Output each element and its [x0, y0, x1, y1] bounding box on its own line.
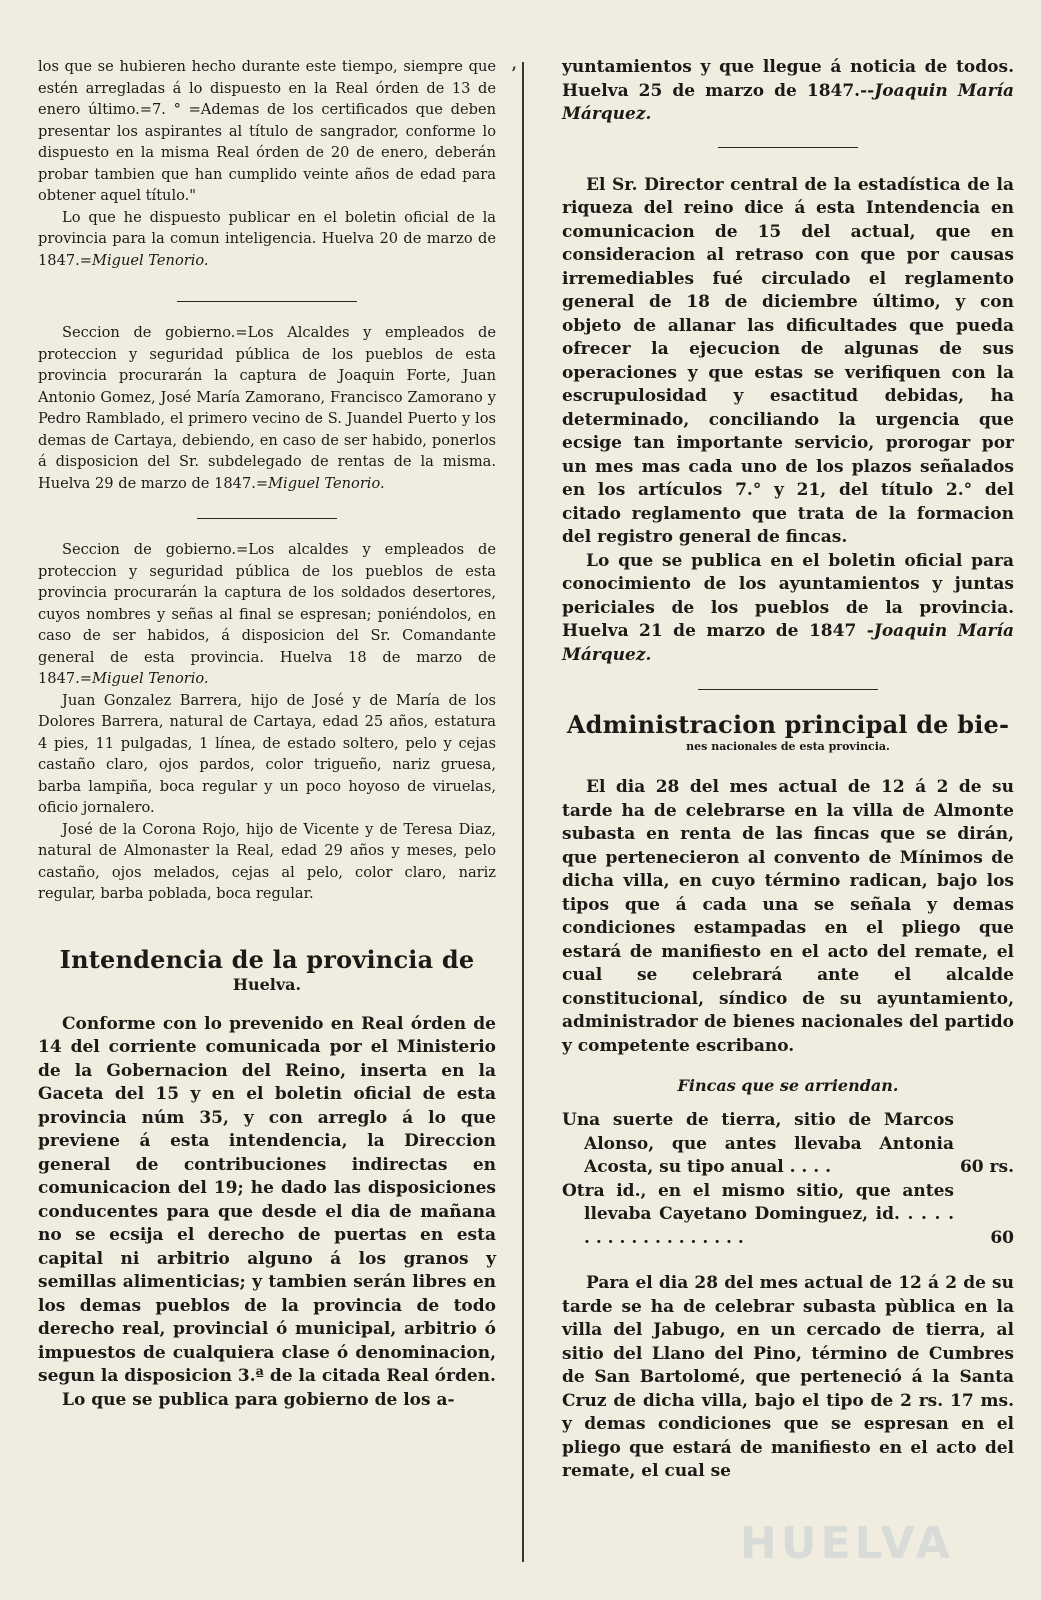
signature: Miguel Tenorio. — [268, 474, 385, 492]
desertores-notice — [38, 539, 496, 690]
column-mark: ʼ — [510, 62, 517, 86]
subasta-notice-almonte: El dia 28 del mes actual de 12 á 2 de su tarde ha de celebrarse en la villa de Almonte subasta en renta de las fincas que se dirán, que pertenecieron al convento de Mínimos de dicha villa, en cuyo término radican, bajo los tipos que á cada una se señala y demas condiciones estampadas en el pliego que estará de manifiesto en el acto del remate, el cual se celebrará ante el alcalde constitucional, síndico de su ayuntamiento, administrador de bienes nacionales del partido y competente escribano. — [562, 777, 1014, 1056]
sangrador-closing — [38, 207, 496, 272]
desertores-notice-text: Seccion de gobierno.=Los alcaldes y empleados de proteccion y seguridad pública de los pueblos de esta provincia procurarán la captura de los soldados desertores, cuyos nombres y señas al final se espresan; poniéndolos, en caso de ser habidos, á disposicion del Sr. Comandante general de esta provincia. Huelva 18 de marzo de 1847.= — [38, 541, 496, 687]
finca-item — [562, 1180, 1014, 1251]
fincas-title: Fincas que se arriendan. — [677, 1076, 899, 1095]
section-subheading: Huelva. — [232, 974, 302, 994]
estadistica-notice: El Sr. Director central de la estadística de la riqueza del reino dice á esta Intendencia en comunicacion de 15 del actual, que en consideracion al retraso con que por causas irremediables fué circulado el reglamento general de 18 de diciembre último, y con objeto de allanar las dificultades que pueda ofrecer la ejecucion de algunas de sus operaciones y que estas se verifiquen con la escrupulosidad y esactitud debidas, ha determinado, conciliando la urgencia que ecsige tan importante servicio, prorogar por un mes mas cada uno de los plazos señalados en los artículos 7.° y 21, del título 2.° del citado reglamento que trata de la formacion del registro general de fincas. — [562, 174, 1014, 547]
signature: Miguel Tenorio. — [92, 670, 209, 687]
finca-price: 60 — [990, 1227, 1014, 1248]
sangrador-closing-text: Lo que he dispuesto publicar en el boletin oficial de la provincia para la comun inteligencia. Huelva 20 de marzo de 1847.= — [38, 208, 496, 269]
library-watermark: HUELVA — [740, 1518, 954, 1569]
intendencia-closing: Lo que se publica para gobierno de los a- — [62, 1389, 455, 1410]
signature: Joaquin María Márquez. — [562, 621, 1014, 665]
estadistica-closing-text: Lo que se publica en el boletin oficial para conocimiento de los ayuntamientos y juntas periciales de los pueblos de la provincia. Huelva 21 de marzo de 1847 - — [562, 550, 1014, 641]
estadistica-closing — [562, 550, 1014, 668]
left-column — [38, 56, 496, 1412]
right-column — [562, 56, 1014, 1484]
section-heading: Intendencia de la provincia de — [59, 944, 475, 974]
subasta-notice-jabugo: Para el dia 28 del mes actual de 12 á 2 de su tarde se ha de celebrar subasta pùblica en la villa del Jabugo, en un cercado de tierra, al sitio del Llano del Pino, término de Cumbres de San Bartolomé, que perteneció á la Santa Cruz de dicha villa, bajo el tipo de 2 rs. 17 ms. y demas condiciones que se espresan en el pliego que estará de manifiesto en el acto del remate, el cual se — [562, 1273, 1014, 1481]
continuation-text-body: yuntamientos y que llegue á noticia de todos. Huelva 25 de marzo de 1847.-- — [562, 57, 1014, 101]
captura-notice-text: Seccion de gobierno.=Los Alcaldes y empleados de proteccion y seguridad pública de los pueblos de esta provincia procurarán la captura de Joaquin Forte, Juan Antonio Gomez, José María Zamorano, Francisco Zamorano y Pedro Ramblado, el primero vecino de S. Juandel Puerto y los demas de Cartaya, debiendo, en caso de ser habido, ponerlos á disposicion del Sr. subdelegado de rentas de la misma. Huelva 29 de marzo de 1847.= — [38, 324, 496, 492]
column-divider — [522, 62, 524, 1562]
signature: Miguel Tenorio. — [92, 251, 209, 269]
finca-item — [562, 1109, 1014, 1180]
captura-notice — [38, 322, 496, 494]
deserter-description-2: José de la Corona Rojo, hijo de Vicente y de Teresa Diaz, natural de Almonaster la Real, edad 29 años y meses, pelo castaño, ojos melados, cejas al pelo, color claro, nariz regular, barba poblada, boca regular. — [38, 820, 496, 902]
sangrador-text-end: los que se hubieren hecho durante este tiempo, siempre que estén arregladas á lo dispuesto en la Real órden de 13 de enero último.=7. ° =Ademas de los certificados que deben presentar los aspirantes al título de sangrador, conforme lo dispuesto en la misma Real órden de 20 de enero, deberán probar tambien que han cumplido veinte años de edad para obtener aquel título." — [38, 58, 496, 204]
finca-description: Otra id., en el mismo sitio, que antes llevaba Cayetano Dominguez, id. . . . . . . . . . . . . . . . . . . — [562, 1180, 954, 1248]
deserter-description-1: Juan Gonzalez Barrera, hijo de José y de María de los Dolores Barrera, natural de Cartaya, edad 25 años, estatura 4 pies, 11 pulgadas, 1 línea, de estado soltero, pelo y cejas castaño claro, ojos pardos, color trigueño, nariz gruesa, barba lampiña, boca regular y un poco hoyoso de viruelas, oficio jornalero. — [38, 691, 496, 816]
section-heading: Administracion principal de bie- — [566, 710, 1010, 739]
section-subheading: nes nacionales de esta provincia. — [686, 740, 890, 753]
finca-description: Una suerte de tierra, sitio de Marcos Alonso, que antes llevaba Antonia Acosta, su tipo anual . . . . — [562, 1110, 954, 1177]
signature: Joaquin María Márquez. — [562, 80, 1014, 124]
continuation-text — [562, 56, 1014, 127]
intendencia-text: Conforme con lo prevenido en Real órden de 14 del corriente comunicada por el Ministerio de la Gobernacion del Reino, inserta en la Gaceta del 15 y en el boletin oficial de esta provincia núm 35, y con arreglo á lo que previene á esta intendencia, la Direccion general de contribuciones indirectas en comunicacion del 19; he dado las disposiciones conducentes para que desde el dia de mañana no se ecsija el derecho de puertas en esta capital ni arbitrio alguno á los granos y semillas alimenticias; y tambien serán libres en los demas pueblos de la provincia de todo derecho real, provincial ó municipal, arbitrio ó impuestos de cualquiera clase ó denominacion, segun la disposicion 3.ª de la citada Real órden. — [38, 1013, 496, 1386]
finca-price: 60 rs. — [959, 1157, 1014, 1177]
